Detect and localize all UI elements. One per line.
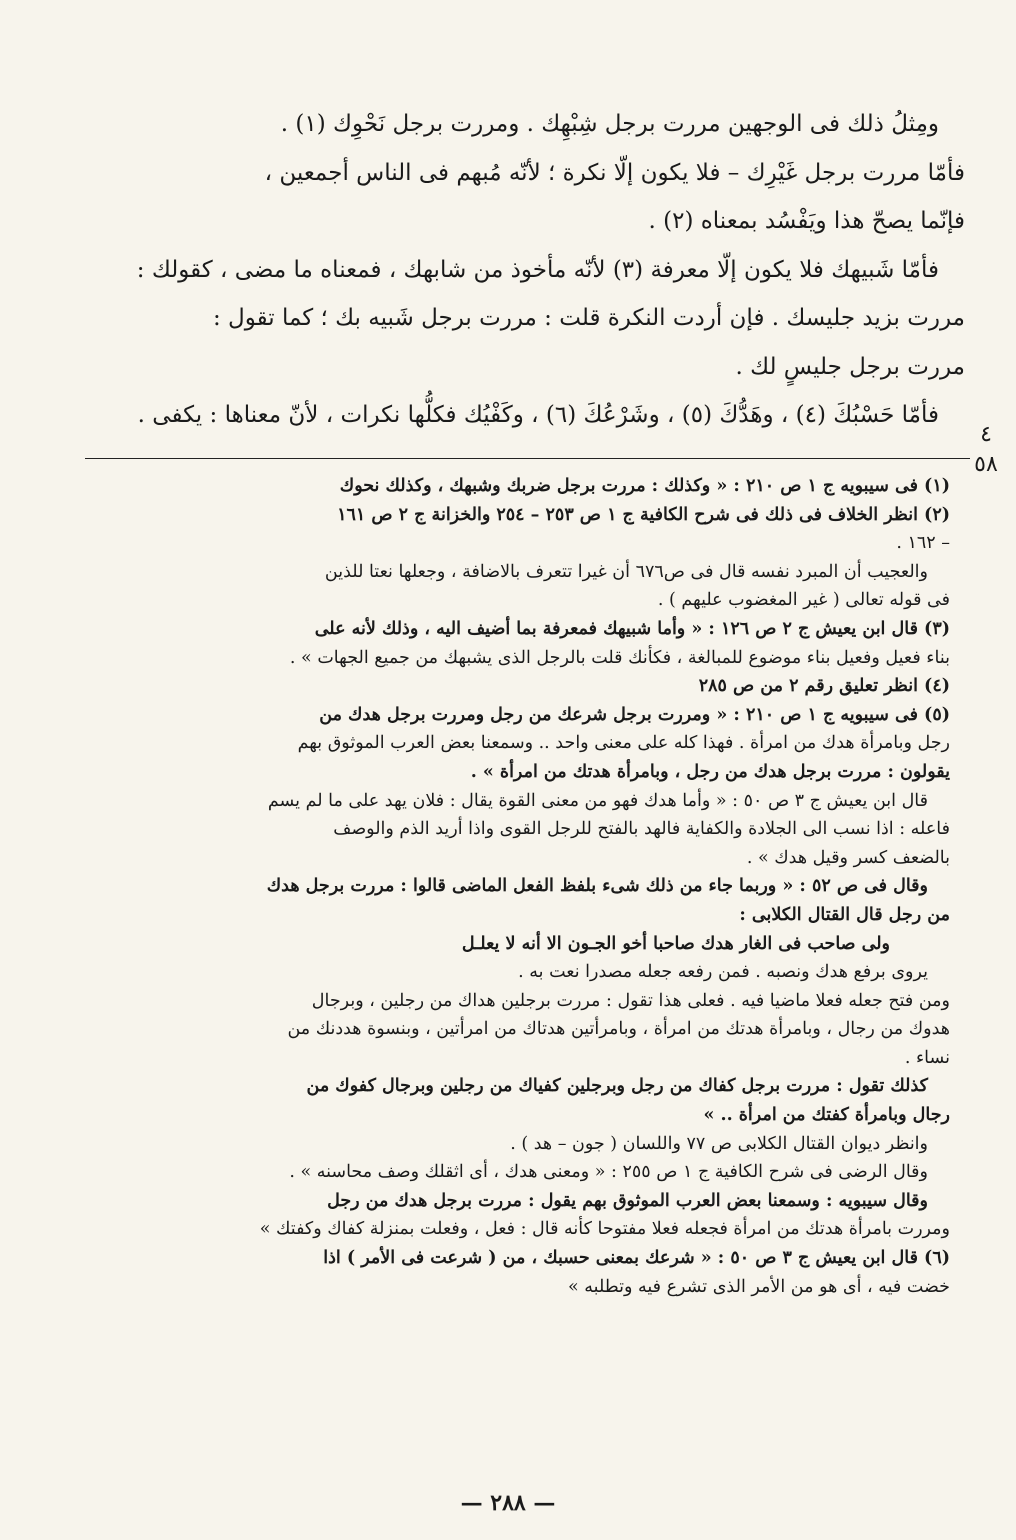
footnote-line: كذلك تقول : مررت برجل كفاك من رجل وبرجلين كفياك من رجلين وبرجال كفوك من <box>306 1076 928 1097</box>
footnote-verse: ولى صاحب فى الغار هدك صاحبا أخو الجـون الا أنه لا يعلـل <box>461 933 890 954</box>
footnote-line: يقولون : مررت برجل هدك من رجل ، وبامرأة هدتك من امرأة » . <box>470 761 950 782</box>
footnote-line: يروى برفع هدك ونصبه . فمن رفعه جعله مصدرا نعت به . <box>518 962 928 983</box>
main-text <box>90 100 965 440</box>
footnote-line: (٤) انظر تعليق رقم ٢ من ص ٢٨٥ <box>698 676 950 697</box>
main-line: مررت بزيد جليسك . فإن أردت النكرة قلت : مررت برجل شَبيه بك ؛ كما تقول : <box>212 305 965 331</box>
footnote-line: وقال سيبويه : وسمعنا بعض العرب الموثوق بهم يقول : مررت برجل هدك من رجل <box>327 1190 928 1211</box>
page-number: — ٢٨٨ — <box>460 1490 556 1516</box>
footnote-line: (٢) انظر الخلاف فى ذلك فى شرح الكافية ج ١ ص ٢٥٣ – ٢٥٤ والخزانة ج ٢ ص ١٦١ <box>337 504 950 525</box>
footnote-line: خضت فيه ، أى هو من الأمر الذى تشرع فيه وتطلبه » <box>568 1276 950 1297</box>
footnote-line: وقال الرضى فى شرح الكافية ج ١ ص ٢٥٥ : « ومعنى هدك ، أى اثقلك وصف محاسنه » . <box>289 1162 928 1183</box>
footnote-line: رجل وبامرأة هدك من امرأة . فهذا كله على معنى واحد .. وسمعنا بعض العرب الموثوق بهم <box>297 733 950 754</box>
main-line: فأمّا مررت برجل غَيْرِك – فلا يكون إلّا نكرة ؛ لأنّه مُبهم فى الناس أجمعين ، <box>264 159 965 186</box>
footnote-line: ومررت بامرأة هدتك من امرأة فجعله فعلا مفتوحا كأنه قال : فعل ، وفعلت بمنزلة كفاك وكفتك » <box>259 1219 950 1240</box>
footnote-line: وانظر ديوان القتال الكلابى ص ٧٧ واللسان ( جون – هد ) . <box>510 1133 928 1154</box>
footnote-line: بالضعف كسر وقيل هدك » . <box>746 847 950 868</box>
footnote-line: فى قوله تعالى ( غير المغضوب عليهم ) . <box>657 590 950 611</box>
main-line: فإنّما يصحّ هذا ويَفْسُد بمعناه (٢) . <box>648 208 965 234</box>
footnote-line: (٦) قال ابن يعيش ج ٣ ص ٥٠ : « شرعك بمعنى حسبك ، من ( شرعت فى الأمر ) اذا <box>323 1248 950 1269</box>
main-line: فأمّا حَسْبُكَ (٤) ، وهَدُّكَ (٥) ، وشَرْعُكَ (٦) ، وكَفْيُك فكلُّها نكرات ، لأنّ معناها : يكفى . <box>137 402 939 428</box>
footnote-divider <box>85 458 970 459</box>
footnote-line: بناء فعيل وفعيل بناء موضوع للمبالغة ، فكأنك قلت بالرجل الذى يشبهك من جميع الجهات » . <box>289 647 950 668</box>
margin-reference <box>966 420 1006 480</box>
footnotes <box>72 472 950 1301</box>
footnote-line: وقال فى ص ٥٢ : « وربما جاء من ذلك شىء بلفظ الفعل الماضى قالوا : مررت برجل هدك <box>266 876 928 897</box>
footnote-line: (٣) قال ابن يعيش ج ٢ ص ١٢٦ : « وأما شبيهك فمعرفة بما أضيف اليه ، وذلك لأنه على <box>314 618 950 639</box>
footnote-line: (٥) فى سيبويه ج ١ ص ٢١٠ : « ومررت برجل شرعك من رجل ومررت برجل هدك من <box>319 704 950 725</box>
footnote-line: رجال وبامرأة كفتك من امرأة .. » <box>703 1105 950 1126</box>
footnote-line: فاعله : اذا نسب الى الجلادة والكفاية فالهد بالفتح للرجل القوى واذا أريد الذم والوصف <box>333 819 950 840</box>
footnote-line: ومن فتح جعله فعلا ماضيا فيه . فعلى هذا تقول : مررت برجلين هداك من رجلين ، وبرجال <box>311 990 950 1011</box>
footnote-line: هدوك من رجال ، وبامرأة هدتك من امرأة ، وبامرأتين هدتاك من امرأتين ، وبنسوة هددنك من <box>287 1019 950 1040</box>
margin-reference-top: ٤ <box>980 422 992 447</box>
main-line: فأمّا شَبيهك فلا يكون إلّا معرفة (٣) لأنّه مأخوذ من شابهك ، فمعناه ما مضى ، كقولك : <box>136 256 939 283</box>
footnote-line: والعجيب أن المبرد نفسه قال فى ص٦٧٦ أن غيرا تتعرف بالاضافة ، وجعلها نعتا للذين <box>324 561 928 582</box>
footnote-line: نساء . <box>904 1047 950 1068</box>
footnote-line: (١) فى سيبويه ج ١ ص ٢١٠ : « وكذلك : مررت برجل ضربك وشبهك ، وكذلك نحوك <box>339 476 950 496</box>
main-line: ومِثلُ ذلك فى الوجهين مررت برجل شِبْهِك . ومررت برجل نَحْوِك (١) . <box>280 111 939 137</box>
margin-reference-number: ٥٨ <box>974 452 998 477</box>
footnote-line: من رجل قال القتال الكلابى : <box>739 904 950 925</box>
footnote-line: – ١٦٢ . <box>896 533 950 554</box>
footnote-line: قال ابن يعيش ج ٣ ص ٥٠ : « وأما هدك فهو من معنى القوة يقال : فلان يهد على ما لم يسم <box>267 790 928 811</box>
main-line: مررت برجل جليسٍ لك . <box>735 353 965 380</box>
